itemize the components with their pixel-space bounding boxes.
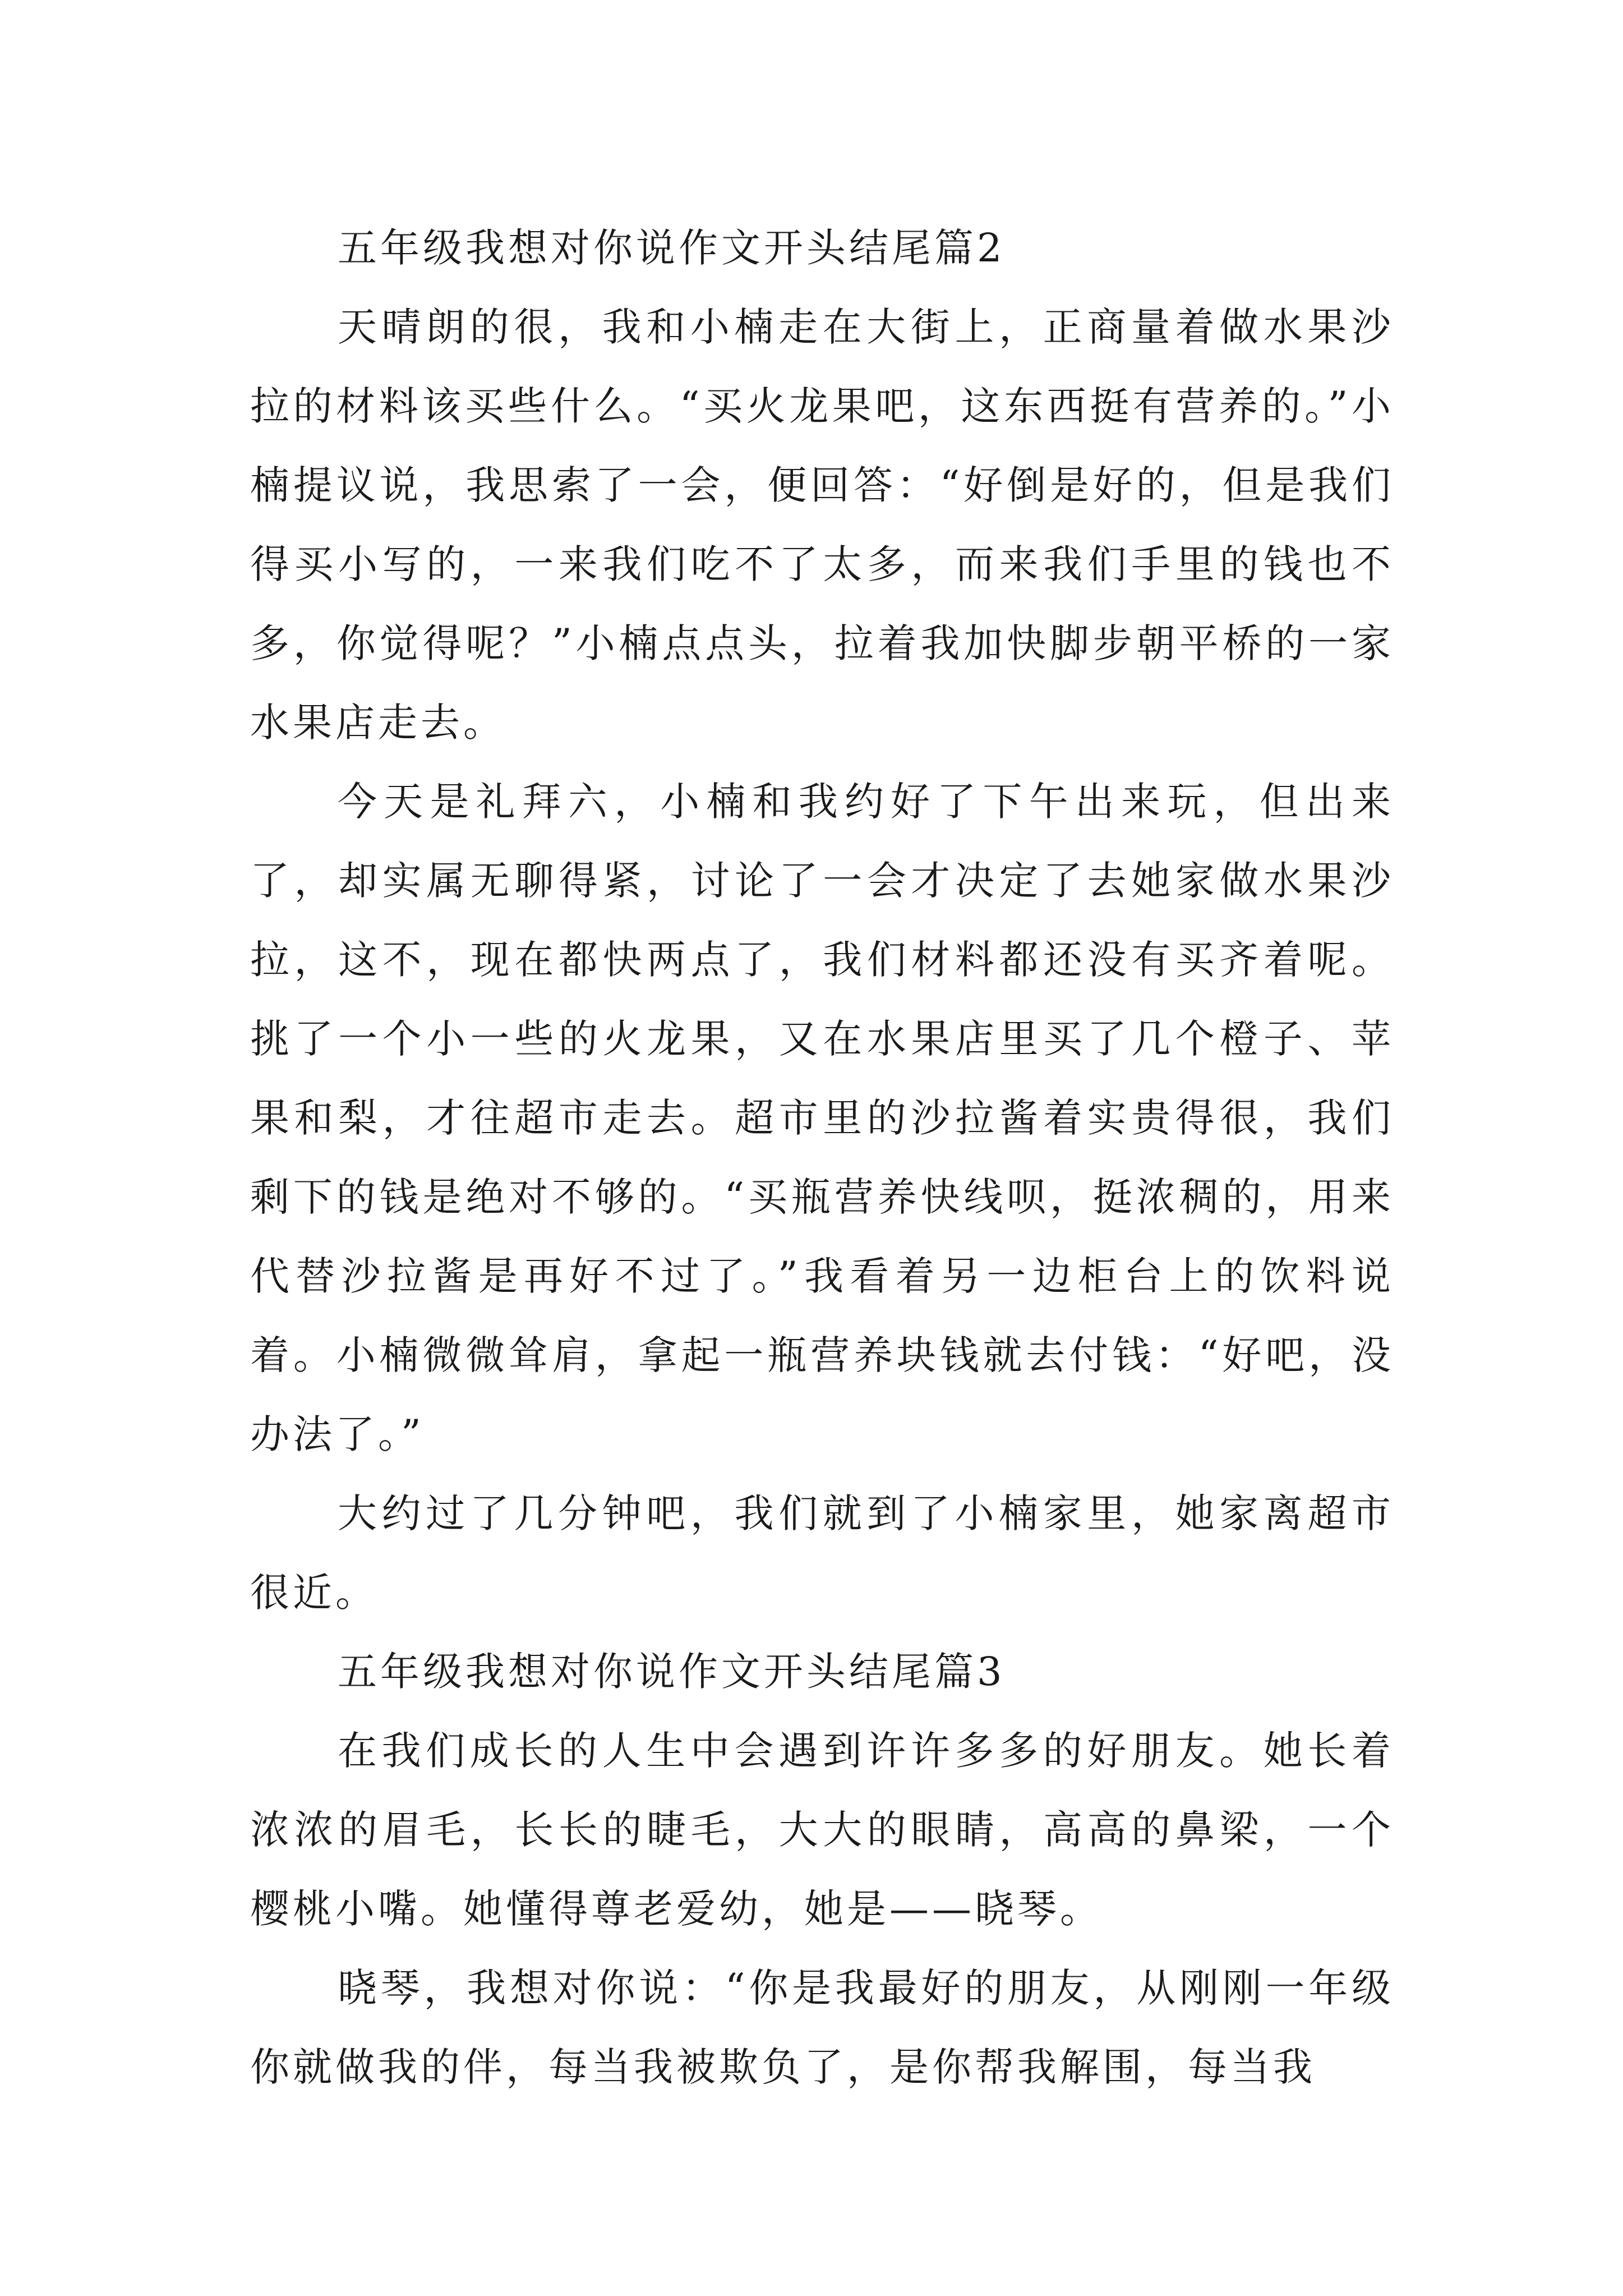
paragraph: 晓琴，我想对你说：“你是我最好的朋友，从刚刚一年级你就做我的伴，每当我被欺负了，是你帮我解围，每当我 <box>250 1965 1394 2090</box>
paragraph: 大约过了几分钟吧，我们就到了小楠家里，她家离超市很近。 <box>250 1490 1394 1616</box>
paragraph: 今天是礼拜六，小楠和我约好了下午出来玩，但出来了，却实属无聊得紧，讨论了一会才决定了去她家做水果沙拉，这不，现在都快两点了，我们材料都还没有买齐着呢。挑了一个小一些的火龙果，又在水果店里买了几个橙子、苹果和梨，才往超市走去。超市里的沙拉酱着实贵得很，我们剩下的钱是绝对不够的。“买瓶营养快线呗，挺浓稠的，用来代替沙拉酱是再好不过了。”我看着另一边柜台上的饮料说着。小楠微微耸肩，拿起一瓶营养块钱就去付钱：“好吧，没办法了。” <box>250 779 1394 1457</box>
document-body <box>250 209 1394 2107</box>
section-heading-3: 五年级我想对你说作文开头结尾篇3 <box>338 1649 1006 1695</box>
section-heading-2: 五年级我想对你说作文开头结尾篇2 <box>338 225 1006 271</box>
paragraph: 天晴朗的很，我和小楠走在大街上，正商量着做水果沙拉的材料该买些什么。“买火龙果吧，这东西挺有营养的。”小楠提议说，我思索了一会，便回答：“好倒是好的，但是我们得买小写的，一来我们吃不了太多，而来我们手里的钱也不多，你觉得呢？”小楠点点头，拉着我加快脚步朝平桥的一家水果店走去。 <box>250 304 1394 746</box>
paragraph: 在我们成长的人生中会遇到许许多多的好朋友。她长着浓浓的眉毛，长长的睫毛，大大的眼睛，高高的鼻梁，一个樱桃小嘴。她懂得尊老爱幼，她是——晓琴。 <box>250 1728 1394 1932</box>
